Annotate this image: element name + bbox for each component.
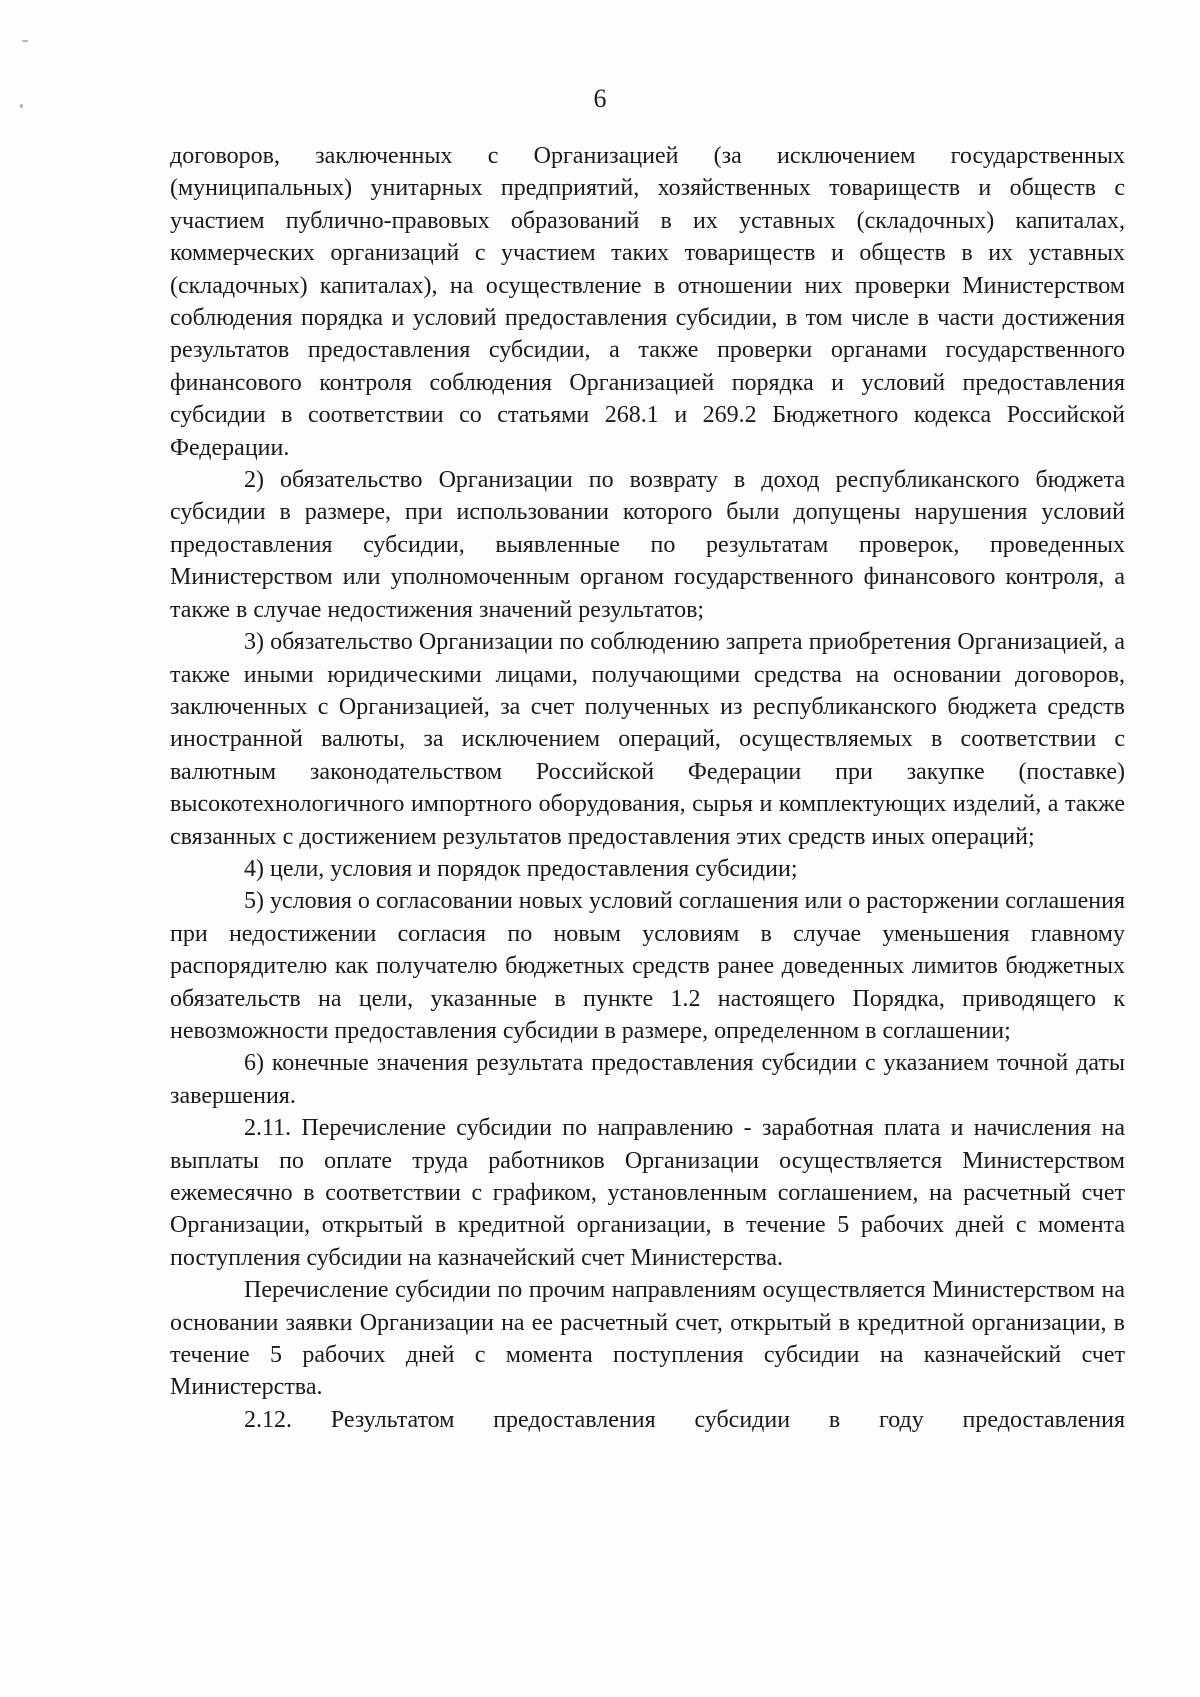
- paragraph-item-2: 2) обязательство Организации по возврату в доход республиканского бюджета субсидии в размере, при использовании которого были допущены нарушения условий предоставления субсидии, выявленные по результатам проверок, проведенных Министерством или уполномоченным органом государственного финансового контроля, а также в случае недостижения значений результатов;: [170, 467, 1125, 623]
- paragraph-item-4: 4) цели, условия и порядок предоставления субсидии;: [244, 855, 798, 882]
- document-body: [170, 140, 1125, 1436]
- paragraph-transfer-other: Перечисление субсидии по прочим направлениям осуществляется Министерством на основании заявки Организации на ее расчетный счет, открытый в кредитной организации, в течение 5 рабочих дней с момента поступления субсидии на казначейский счет Министерства.: [170, 1277, 1125, 1401]
- paragraph-continuation: договоров, заключенных с Организацией (за исключением государственных (муниципальных) унитарных предприятий, хозяйственных товариществ и обществ с участием публично-правовых образований в их уставных (складочных) капиталах, коммерческих организаций с участием таких товариществ и обществ в их уставных (складочных) капиталах), на осуществление в отношении них проверки Министерством соблюдения порядка и условий предоставления субсидии, в том числе в части достижения результатов предоставления субсидии, а также проверки органами государственного финансового контроля соблюдения Организацией порядка и условий предоставления субсидии в соответствии со статьями 268.1 и 269.2 Бюджетного кодекса Российской Федерации.: [170, 143, 1125, 461]
- scan-speck: [22, 40, 28, 42]
- paragraph-section-2-12: 2.12. Результатом предоставления субсидии в году предоставления: [244, 1406, 1125, 1433]
- page-number: 6: [593, 84, 607, 113]
- paragraph-item-3: 3) обязательство Организации по соблюдению запрета приобретения Организацией, а также иными юридическими лицами, получающими средства на основании договоров, заключенных с Организацией, за счет полученных из республиканского бюджета средств иностранной валюты, за исключением операций, осуществляемых в соответствии с валютным законодательством Российской Федерации при закупке (поставке) высокотехнологичного импортного оборудования, сырья и комплектующих изделий, а также связанных с достижением результатов предоставления этих средств иных операций;: [170, 629, 1125, 850]
- paragraph-section-2-11: 2.11. Перечисление субсидии по направлению - заработная плата и начисления на выплаты по оплате труда работников Организации осуществляется Министерством ежемесячно в соответствии с графиком, установленным соглашением, на расчетный счет Организации, открытый в кредитной организации, в течение 5 рабочих дней с момента поступления субсидии на казначейский счет Министерства.: [170, 1115, 1125, 1271]
- paragraph-item-6: 6) конечные значения результата предоставления субсидии с указанием точной даты завершения.: [170, 1050, 1125, 1109]
- paragraph-item-5: 5) условия о согласовании новых условий соглашения или о расторжении соглашения при недостижении согласия по новым условиям в случае уменьшения главному распорядителю как получателю бюджетных средств ранее доведенных лимитов бюджетных обязательств на цели, указанные в пункте 1.2 настоящего Порядка, приводящего к невозможности предоставления субсидии в размере, определенном в соглашении;: [170, 888, 1125, 1044]
